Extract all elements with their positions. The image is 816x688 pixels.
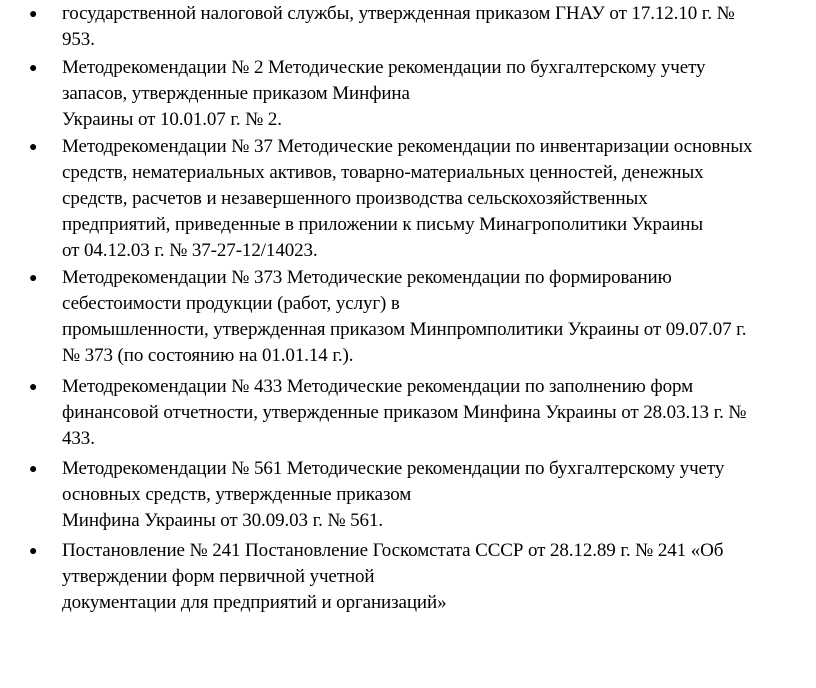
list-item-line: средств, нематериальных активов, товарно-материальных ценностей, денежных [62, 162, 704, 183]
bullet-icon: ● [29, 462, 38, 477]
list-item-line: финансовой отчетности, утвержденные приказом Минфина Украины от 28.03.13 г. № [62, 402, 747, 423]
list-item-line: основных средств, утвержденные приказом [62, 484, 412, 505]
list-item-line: Украины от 10.01.07 г. № 2. [62, 109, 282, 130]
list-item-line: предприятий, приведенные в приложении к письму Минагрополитики Украины [62, 214, 704, 235]
list-item-line: запасов, утвержденные приказом Минфина [62, 83, 410, 104]
bullet-icon: ● [29, 544, 38, 559]
list-item-line: 433. [62, 428, 95, 449]
list-item-line: промышленности, утвержденная приказом Минпромполитики Украины от 09.07.07 г. [62, 319, 747, 340]
list-item-line: Методрекомендации № 373 Методические рекомендации по формированию [62, 267, 672, 288]
list-item-line: Методрекомендации № 2 Методические рекомендации по бухгалтерскому учету [62, 57, 706, 78]
list-item-line: Методрекомендации № 561 Методические рекомендации по бухгалтерскому учету [62, 458, 725, 479]
bullet-icon: ● [29, 380, 38, 395]
list-item-line: утверждении форм первичной учетной [62, 566, 375, 587]
list-item-line: 953. [62, 29, 95, 50]
list-item-line: от 04.12.03 г. № 37-27-12/14023. [62, 240, 318, 261]
bullet-icon: ● [29, 271, 38, 286]
list-item-line: себестоимости продукции (работ, услуг) в [62, 293, 400, 314]
bullet-icon: ● [29, 61, 38, 76]
list-item-line: Постановление № 241 Постановление Госкомстата СССР от 28.12.89 г. № 241 «Об [62, 540, 724, 561]
bullet-icon: ● [29, 140, 38, 155]
list-item-line: Минфина Украины от 30.09.03 г. № 561. [62, 510, 383, 531]
list-item-line: государственной налоговой службы, утвержденная приказом ГНАУ от 17.12.10 г. № [62, 3, 735, 24]
list-item-line: документации для предприятий и организаций» [62, 592, 447, 613]
bullet-icon: ● [29, 7, 38, 22]
list-item-line: Методрекомендации № 37 Методические рекомендации по инвентаризации основных [62, 136, 753, 157]
list-item-line: средств, расчетов и незавершенного производства сельскохозяйственных [62, 188, 648, 209]
list-item-line: № 373 (по состоянию на 01.01.14 г.). [62, 345, 354, 366]
list-item-line: Методрекомендации № 433 Методические рекомендации по заполнению форм [62, 376, 694, 397]
